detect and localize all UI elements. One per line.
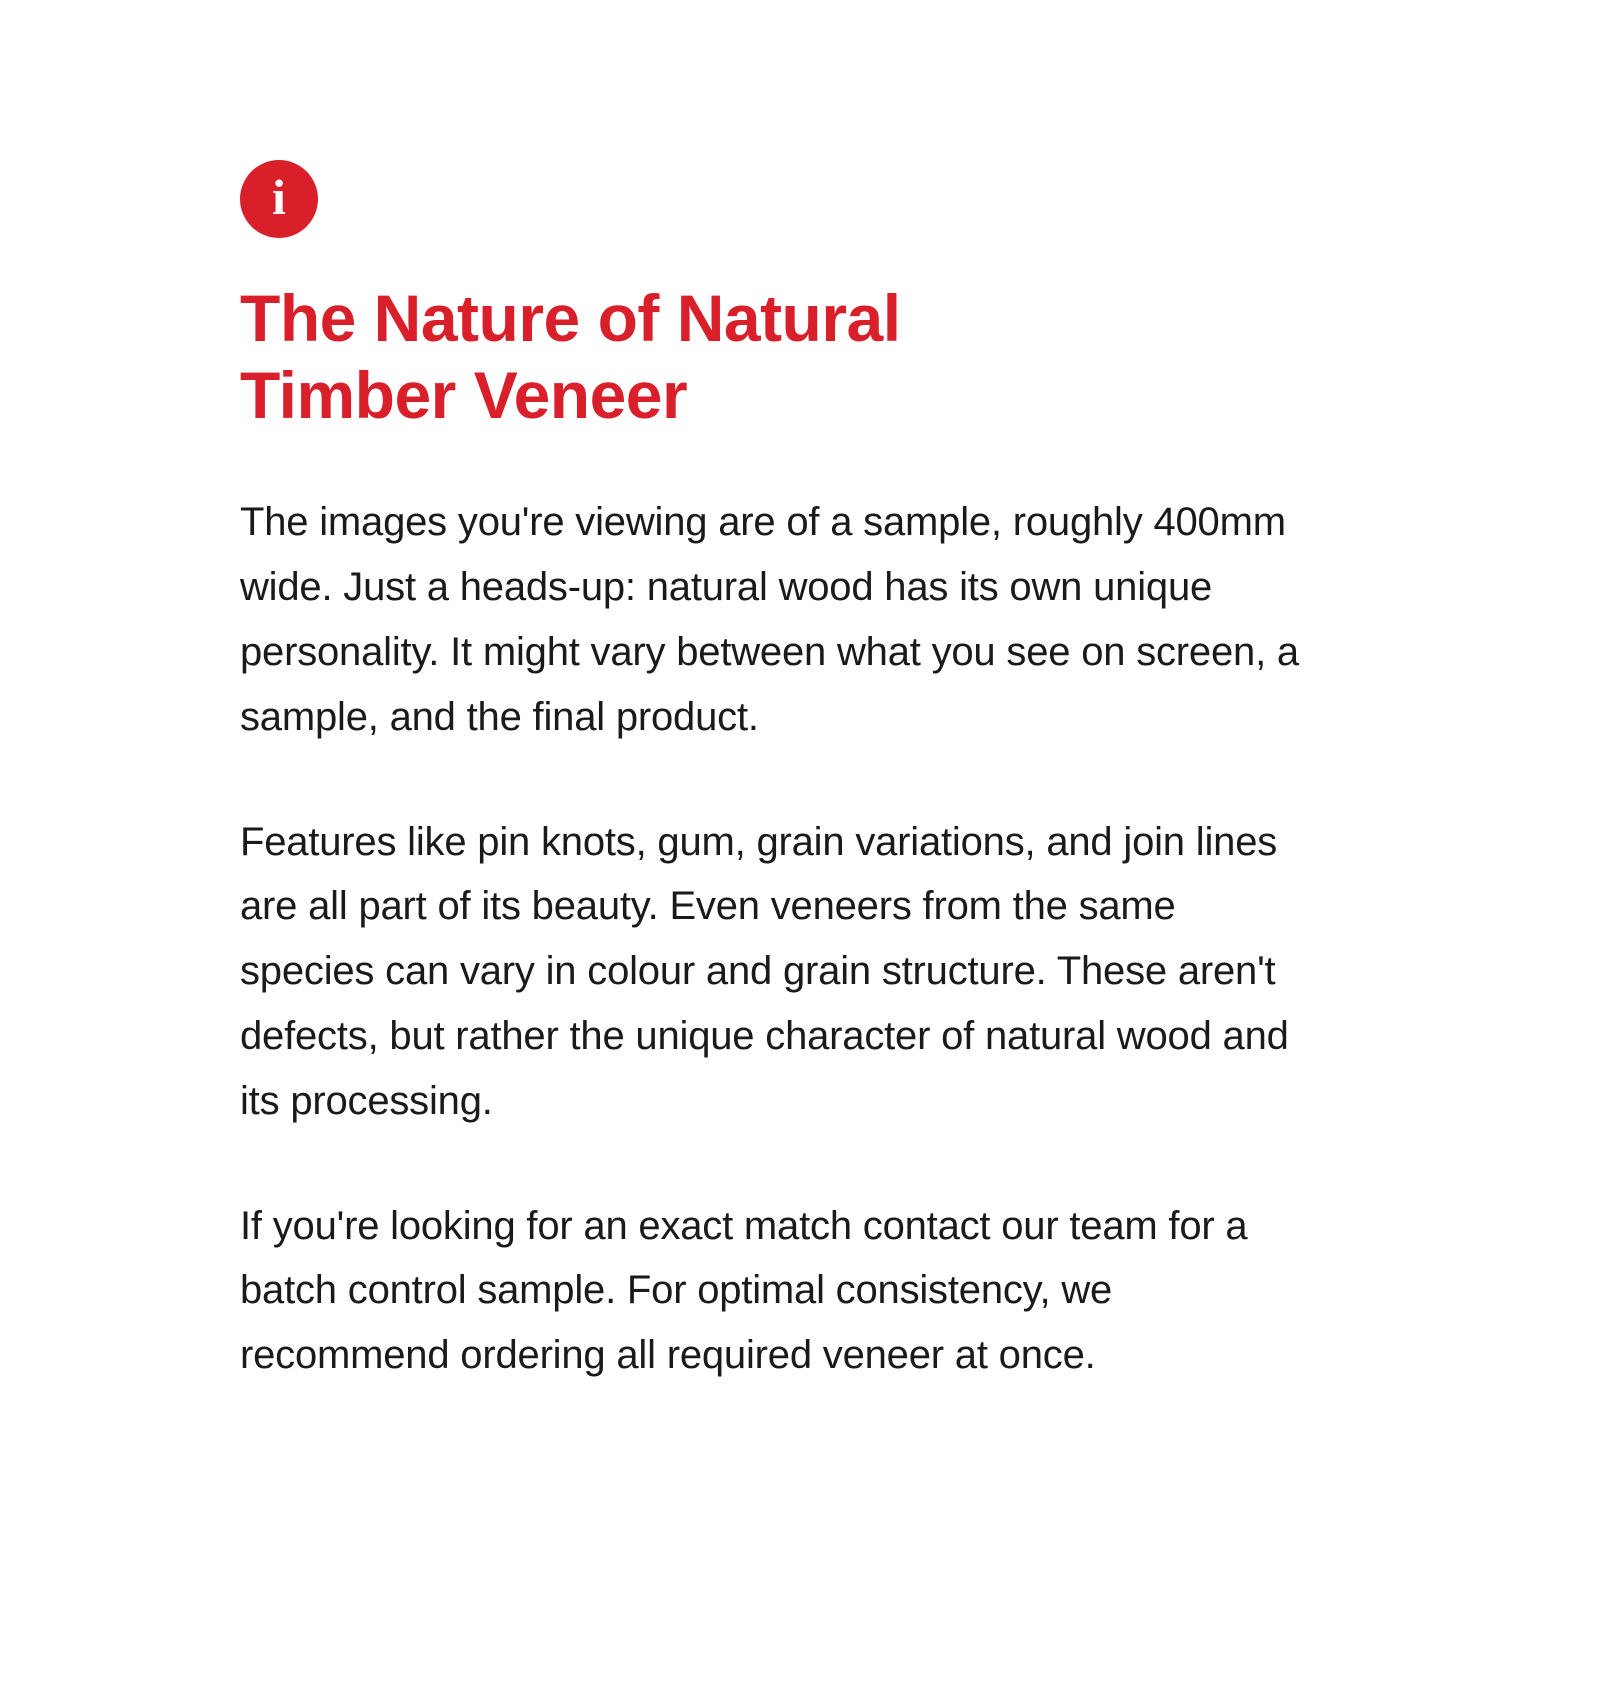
body-paragraph-3: If you're looking for an exact match contact our team for a batch control sample. For optimal consistency, we recommend ordering all required veneer at once.	[240, 1203, 1248, 1378]
info-icon-glyph: i	[272, 169, 286, 225]
info-icon	[240, 160, 318, 238]
content-container	[240, 160, 1300, 1388]
body-paragraph-2: Features like pin knots, gum, grain variations, and join lines are all part of its beauty. Even veneers from the same species can vary in colour and grain structure. These aren't defects, but rather the unique character of natural wood and its processing.	[240, 819, 1289, 1123]
body-paragraph-1: The images you're viewing are of a sample, roughly 400mm wide. Just a heads-up: natural wood has its own unique personality. It might vary between what you see on screen, a sample, and the final product.	[240, 500, 1299, 739]
page-title-line-2: Timber Veneer	[240, 358, 688, 433]
page-title	[240, 280, 1000, 434]
page-title-line-1: The Nature of Natural	[240, 281, 901, 355]
